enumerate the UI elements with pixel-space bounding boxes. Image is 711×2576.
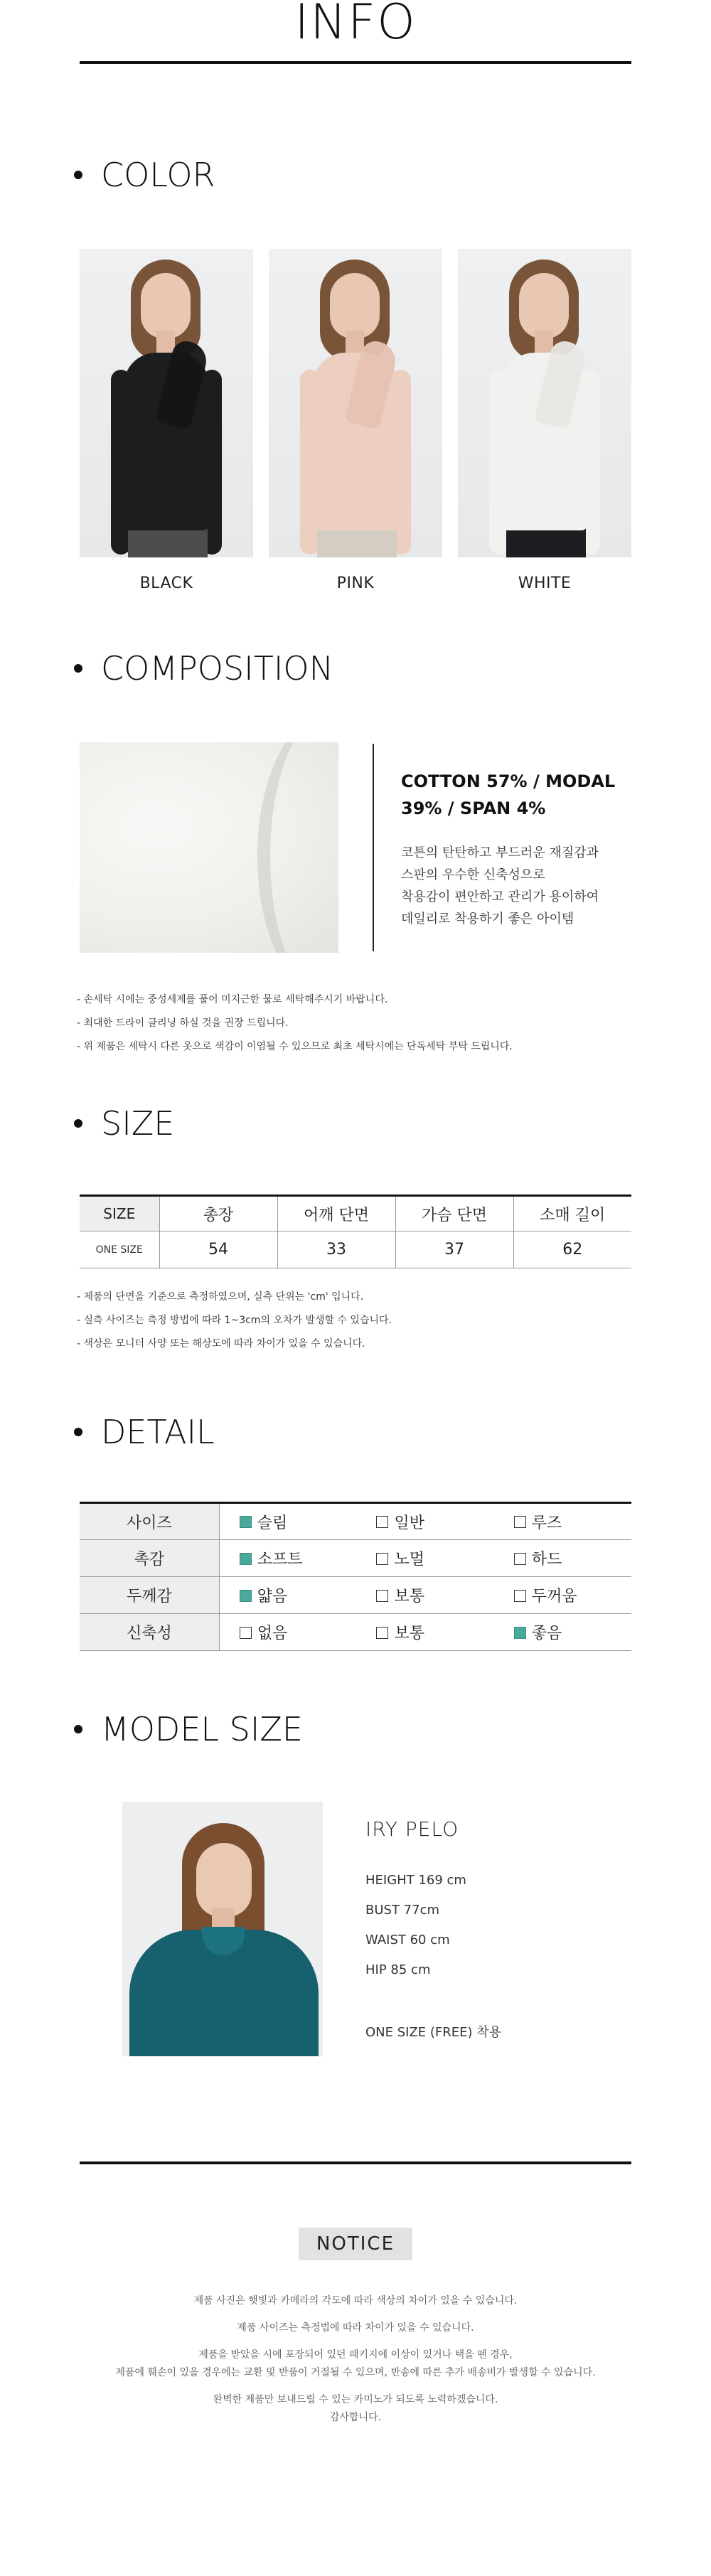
size-table <box>80 1195 631 1268</box>
section-title: COLOR <box>101 156 215 194</box>
detail-option <box>219 1503 356 1540</box>
option-label: 좋음 <box>531 1625 562 1642</box>
checkbox-checked-icon <box>240 1553 252 1565</box>
fabric-photo <box>80 742 338 953</box>
size-table-header <box>80 1196 631 1231</box>
model-bust: BUST 77cm <box>365 1903 440 1918</box>
care-note: - 손세탁 시에는 중성세제를 풀어 미지근한 물로 세탁해주시기 바랍니다. <box>77 994 388 1005</box>
checkbox-checked-icon <box>514 1627 526 1639</box>
model-fit: ONE SIZE (FREE) 착용 <box>365 2025 502 2040</box>
detail-table <box>80 1502 631 1651</box>
size-note: - 제품의 단면을 기준으로 측정하였으며, 실측 단위는 'cm' 입니다. <box>77 1291 364 1303</box>
color-photo-pink <box>269 249 442 557</box>
description-line: 데일리로 착용하기 좋은 아이템 <box>401 912 574 926</box>
notice-line: 감사합니다. <box>329 2412 382 2423</box>
checkbox-icon <box>514 1590 526 1602</box>
option-label: 없음 <box>257 1625 288 1642</box>
detail-option <box>494 1577 631 1614</box>
description-line: 코튼의 탄탄하고 부드러운 재질감과 <box>401 845 599 860</box>
description-line: 착용감이 편안하고 관리가 용이하여 <box>401 889 599 904</box>
detail-option <box>356 1614 493 1651</box>
notice-title: NOTICE <box>299 2228 412 2260</box>
color-label: WHITE <box>518 574 572 592</box>
model-waist: WAIST 60 cm <box>365 1933 450 1947</box>
size-note: - 실측 사이즈는 측정 방법에 따라 1~3cm의 오차가 발생할 수 있습니다. <box>77 1315 392 1326</box>
detail-label: 촉감 <box>80 1540 219 1577</box>
section-title: COMPOSITION <box>101 649 334 688</box>
model-height: HEIGHT 169 cm <box>365 1873 466 1888</box>
detail-option <box>219 1540 356 1577</box>
composition-description <box>401 842 643 930</box>
size-cell: 62 <box>513 1231 631 1268</box>
page-title: INFO <box>294 0 417 50</box>
option-label: 얇음 <box>257 1588 288 1605</box>
color-photo-white <box>458 249 631 557</box>
bullet-icon <box>74 1725 82 1733</box>
composition-title: COTTON 57% / MODAL 39% / SPAN 4% <box>401 771 616 818</box>
checkbox-checked-icon <box>240 1590 252 1602</box>
bullet-icon <box>74 171 82 179</box>
color-label: PINK <box>336 574 375 592</box>
care-notes <box>77 988 513 1059</box>
notice-line: 제품 사이즈는 측정법에 따라 차이가 있을 수 있습니다. <box>237 2322 474 2334</box>
header-cell: 총장 <box>159 1196 277 1231</box>
option-label: 하드 <box>531 1551 562 1568</box>
section-title: MODEL SIZE <box>101 1710 303 1748</box>
option-label: 일반 <box>394 1514 424 1532</box>
section-heading-detail <box>74 1412 215 1452</box>
size-cell: ONE SIZE <box>80 1231 159 1268</box>
notice-line: 제품을 받았을 시에 포장되어 있던 패키지에 이상이 있거나 택을 뗀 경우, <box>198 2349 513 2361</box>
bullet-icon <box>74 664 82 673</box>
table-row <box>80 1503 631 1540</box>
detail-label: 신축성 <box>80 1614 219 1651</box>
section-heading-composition <box>74 648 333 688</box>
detail-option <box>356 1540 493 1577</box>
header-cell: SIZE <box>80 1196 159 1231</box>
header-cell: 어깨 단면 <box>277 1196 395 1231</box>
table-row <box>80 1231 631 1268</box>
checkbox-icon <box>240 1627 252 1639</box>
size-note: - 색상은 모니터 사양 또는 해상도에 따라 차이가 있을 수 있습니다. <box>77 1338 365 1350</box>
detail-option <box>219 1614 356 1651</box>
option-label: 루즈 <box>531 1514 562 1532</box>
notice-line: 완벽한 제품만 보내드릴 수 있는 카미노가 되도록 노력하겠습니다. <box>213 2394 498 2405</box>
option-label: 두꺼움 <box>531 1588 577 1605</box>
checkbox-icon <box>376 1590 388 1602</box>
description-line: 스판의 우수한 신축성으로 <box>401 867 545 882</box>
checkbox-icon <box>514 1553 526 1565</box>
notice-divider <box>80 2161 631 2164</box>
option-label: 슬림 <box>257 1514 288 1532</box>
table-row <box>80 1577 631 1614</box>
header-cell: 가슴 단면 <box>395 1196 513 1231</box>
checkbox-icon <box>376 1516 388 1528</box>
color-photo-black <box>80 249 253 557</box>
section-heading-model-size <box>74 1709 303 1749</box>
color-label: BLACK <box>139 574 193 592</box>
size-cell: 33 <box>277 1231 395 1268</box>
detail-option <box>494 1614 631 1651</box>
option-label: 노멀 <box>394 1551 424 1568</box>
table-row <box>80 1614 631 1651</box>
section-title: DETAIL <box>101 1413 215 1451</box>
notice-line: 제품에 훼손이 있을 경우에는 교환 및 반품이 거절될 수 있으며, 반송에 따른 추가 배송비가 발생할 수 있습니다. <box>115 2367 596 2378</box>
detail-option <box>494 1540 631 1577</box>
bullet-icon <box>74 1428 82 1436</box>
section-title: SIZE <box>101 1104 175 1143</box>
checkbox-icon <box>376 1627 388 1639</box>
table-row <box>80 1540 631 1577</box>
detail-option <box>356 1503 493 1540</box>
option-label: 소프트 <box>257 1551 303 1568</box>
detail-option <box>494 1503 631 1540</box>
option-label: 보통 <box>394 1588 424 1605</box>
size-notes <box>77 1286 392 1356</box>
size-cell: 37 <box>395 1231 513 1268</box>
title-divider <box>80 61 631 64</box>
model-hip: HIP 85 cm <box>365 1962 431 1977</box>
checkbox-icon <box>376 1553 388 1565</box>
checkbox-icon <box>514 1516 526 1528</box>
care-note: - 위 제품은 세탁시 다른 옷으로 색감이 이염될 수 있으므로 최초 세탁시에는 단독세탁 부탁 드립니다. <box>77 1041 513 1052</box>
size-cell: 54 <box>159 1231 277 1268</box>
detail-option <box>219 1577 356 1614</box>
composition-divider <box>373 744 374 951</box>
notice-line: 제품 사진은 햇빛과 카메라의 각도에 따라 색상의 차이가 있을 수 있습니다. <box>193 2295 518 2307</box>
detail-option <box>356 1577 493 1614</box>
model-photo <box>122 1802 323 2056</box>
option-label: 보통 <box>394 1625 424 1642</box>
bullet-icon <box>74 1119 82 1128</box>
detail-label: 사이즈 <box>80 1503 219 1540</box>
care-note: - 최대한 드라이 클리닝 하실 것을 권장 드립니다. <box>77 1017 289 1029</box>
model-name: IRY PELO <box>365 1817 459 1841</box>
section-heading-size <box>74 1103 174 1143</box>
detail-label: 두께감 <box>80 1577 219 1614</box>
section-heading-color <box>74 155 215 195</box>
checkbox-checked-icon <box>240 1516 252 1528</box>
header-cell: 소매 길이 <box>513 1196 631 1231</box>
